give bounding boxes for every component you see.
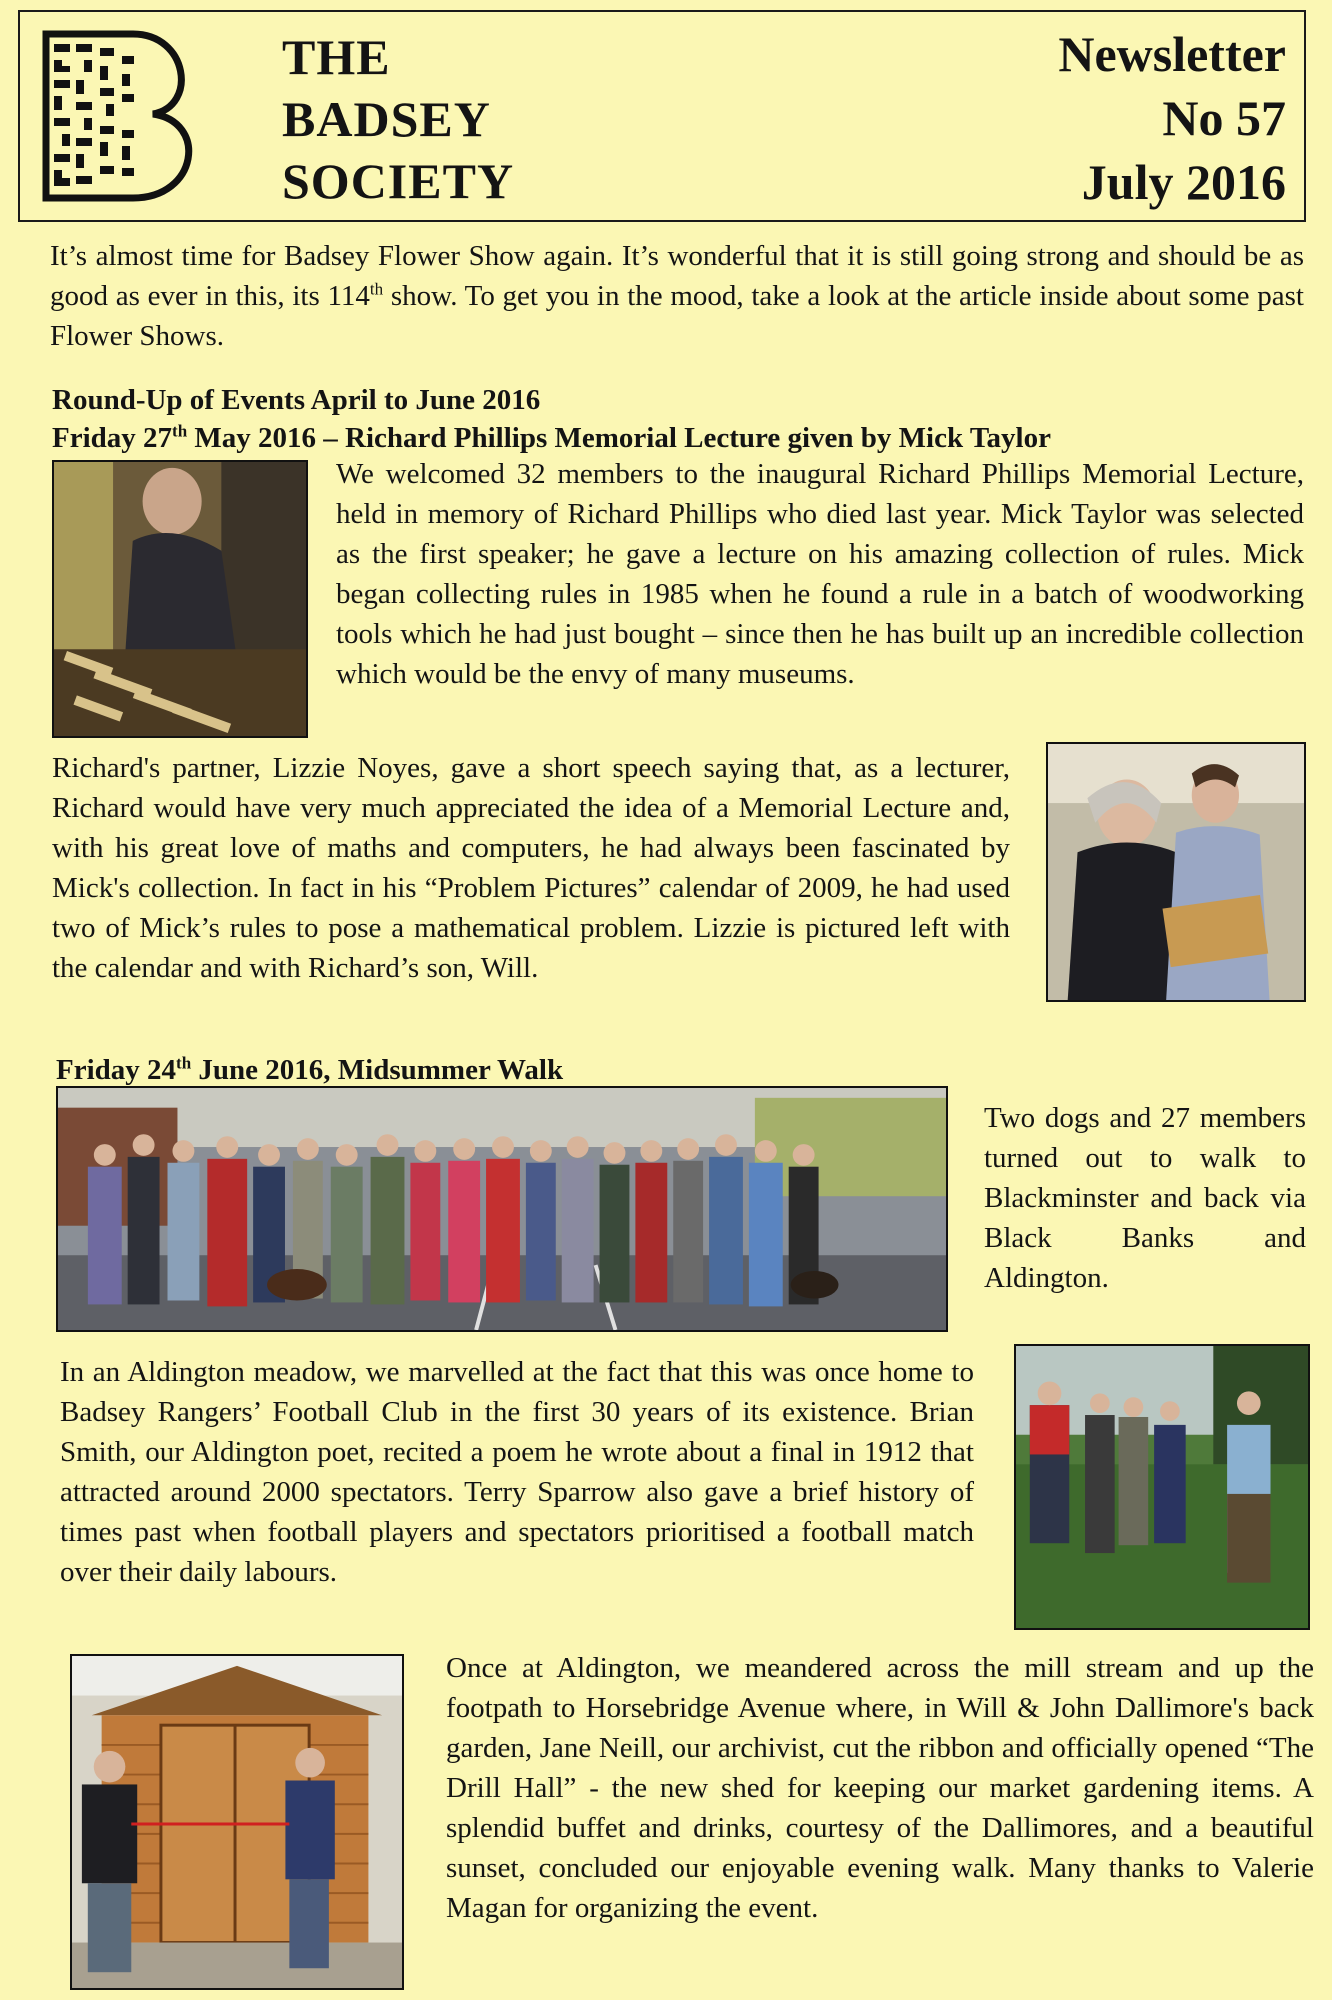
walk-paragraph-3: Once at Aldington, we meandered across the mill stream and up the footpath to Horsebridge Avenue where, in Will & John Dallimore's back garden, Jane Neill, our archivist, cut the ribbon and officially opened “The Drill Hall” - the new shed for keeping our market gardening items. A splendid buffet and drinks, courtesy of the Dallimores, and a beautiful sunset, concluded our enjoyable evening walk. Many thanks to Valerie Magan for organizing the event. [446,1652,1314,1924]
newsletter-label: Newsletter [1058,26,1286,82]
issue-number: No 57 [1162,90,1286,146]
issue-date: July 2016 [1081,154,1286,210]
walk-paragraph-1: Two dogs and 27 members turned out to walk to Blackminster and back via Black Banks and Aldington. [984,1102,1306,1294]
walk-heading [56,1054,563,1087]
photo-lizzie-and-will [1046,742,1306,1002]
issue-info [1058,22,1286,214]
lecture-heading-pre: Friday 27 [52,422,173,454]
roundup-heading: Round-Up of Events April to June 2016 [52,384,541,416]
intro-text-2: show. To get you in the mood, take a look at the article inside about some past Flower Shows. [50,280,1304,352]
society-name-line3: SOCIETY [282,153,515,209]
walk-heading-post: June 2016, Midsummer Walk [191,1054,564,1086]
intro-text-1: It’s almost time for Badsey Flower Show again. It’s wonderful that it is still going strong and should be as good as ever in this, its 114 [50,240,1304,312]
walk-heading-pre: Friday 24 [56,1054,177,1086]
walk-paragraph-2: In an Aldington meadow, we marvelled at the fact that this was once home to Badsey Rangers’ Football Club in the first 30 years of its existence. Brian Smith, our Aldington poet, recited a poem he wrote about a final in 1912 that attracted around 2000 spectators. Terry Sparrow also gave a brief history of times past when football players and spectators prioritised a football match over their daily labours. [60,1356,974,1588]
intro-sup: th [369,279,384,299]
lecture-paragraph: We welcomed 32 members to the inaugural Richard Phillips Memorial Lecture, held in memory of Richard Phillips who died last year. Mick Taylor was selected as the first speaker; he gave a lecture on his amazing collection of rules. Mick began collecting rules in 1985 when he found a rule in a batch of woodworking tools which he had just bought – since then he has built up an incredible collection which would be the envy of many museums. [336,458,1304,690]
photo-mick-taylor-rules [52,460,308,738]
photo-drill-hall-shed [70,1654,404,1990]
walk-heading-sup: th [176,1053,192,1073]
lecture-heading [52,422,1051,455]
photo-walk-group [56,1086,948,1332]
lecture-paragraph-2: Richard's partner, Lizzie Noyes, gave a short speech saying that, as a lecturer, Richard would have very much appreciated the idea of a Memorial Lecture and, with his great love of maths and computers, he had always been fascinated by Mick's collection. In fact in his “Problem Pictures” calendar of 2009, he had used two of Mick’s rules to pose a mathematical problem. Lizzie is pictured left with the calendar and with Richard’s son, Will. [52,752,1010,984]
lecture-heading-sup: th [172,421,188,441]
society-name-line2: BADSEY [282,91,491,147]
masthead [18,10,1306,222]
photo-aldington-meadow [1014,1344,1310,1630]
badsey-society-logo [38,26,218,206]
society-name [282,26,514,212]
intro-paragraph [50,236,1304,356]
society-name-line1: THE [282,29,391,85]
lecture-heading-post: May 2016 – Richard Phillips Memorial Lecture given by Mick Taylor [187,422,1051,454]
